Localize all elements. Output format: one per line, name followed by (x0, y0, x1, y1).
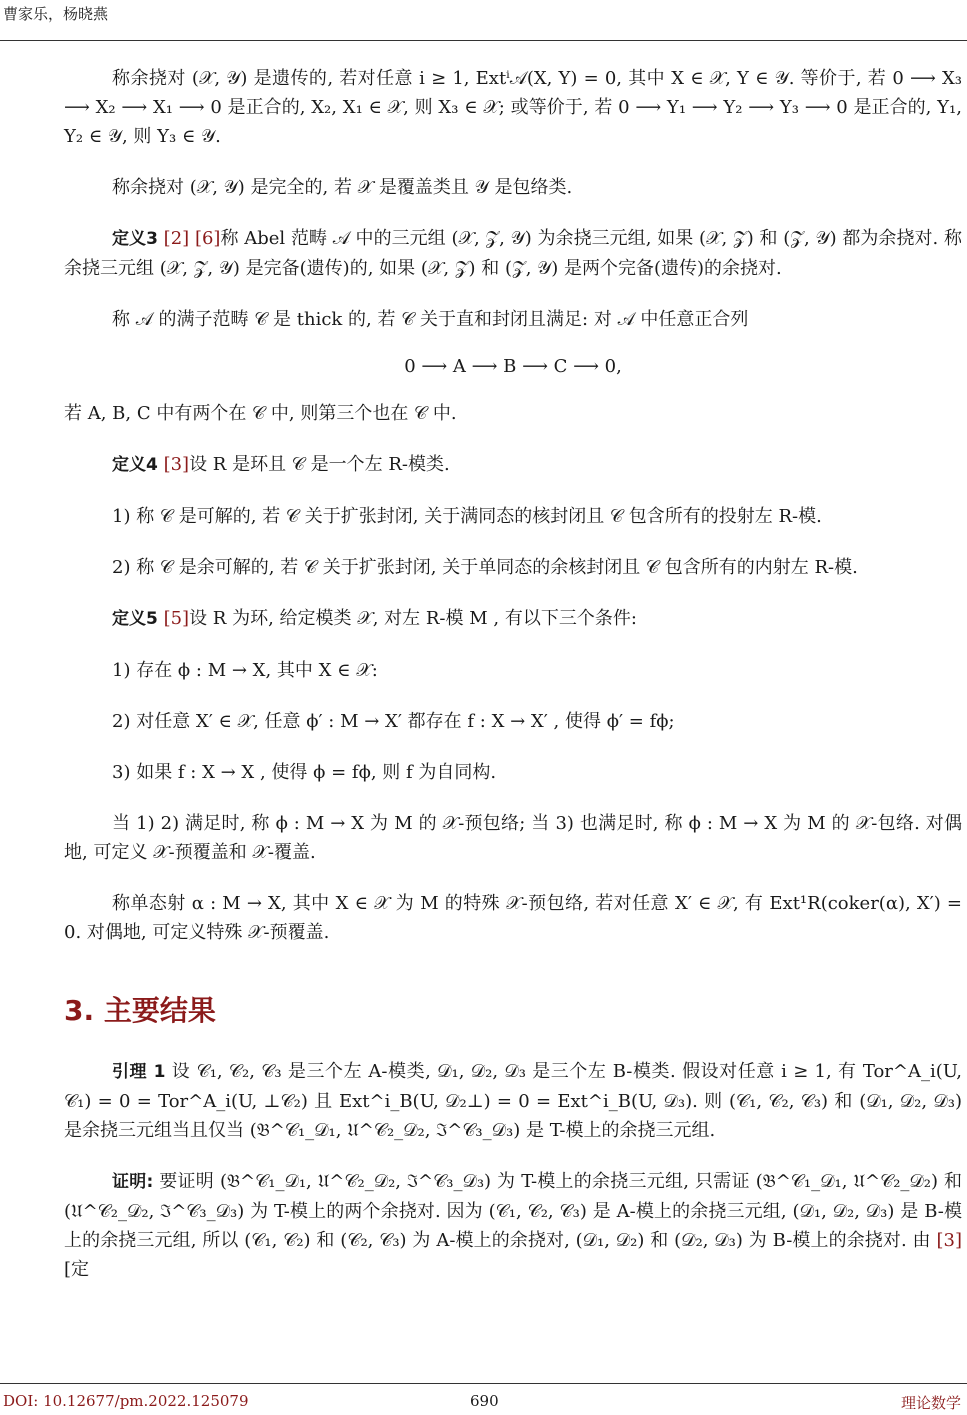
definition-4-item-1: 1) 称 𝒞 是可解的, 若 𝒞 关于扩张封闭, 关于满同态的核封闭且 𝒞 包含所有的投射左 R-模. (112, 506, 822, 527)
definition-5-item-2: 2) 对任意 X′ ∈ 𝒳, 任意 ϕ′ : M → X′ 都存在 f : X → X′ , 使得 ϕ′ = fϕ; (112, 711, 675, 732)
citation-link[interactable]: [3] (163, 454, 190, 475)
proof-text: 要证明 (𝔅^𝒞₁_𝒟₁, 𝔘^𝒞₂_𝒟₂, ℑ^𝒞₃_𝒟₃) 为 T-模上的余挠三元组, 只需证 (𝔅^𝒞₁_𝒟₁, 𝔘^𝒞₂_𝒟₂) 和 (𝔘^𝒞₂_𝒟₂, ℑ^𝒞₃_𝒟₃) 为 T-模上的两个余挠对. 因为 (𝒞₁, 𝒞₂, 𝒞₃) 是 A-模上的余挠三元组, (𝒟₁, 𝒟₂, 𝒟₃) 是 B-模上的余挠三元组, 所以 (𝒞₁, 𝒞₂) 和 (𝒞₂, 𝒞₃) 为 A-模上的余挠对, (𝒟₁, 𝒟₂) 和 (𝒟₂, 𝒟₃) 为 B-模上的余挠对. 由 (64, 1171, 962, 1251)
page-body (64, 64, 962, 1284)
lemma-text: 设 𝒞₁, 𝒞₂, 𝒞₃ 是三个左 A-模类, 𝒟₁, 𝒟₂, 𝒟₃ 是三个左 B-模类. 假设对任意 i ≥ 1, 有 Tor^A_i(U, 𝒞₁) = 0 = Tor^A_i(U, ⊥𝒞₂) 且 Ext^i_B(U, 𝒟₂⊥) = 0 = Ext^i_B(U, 𝒟₃). 则 (𝒞₁, 𝒞₂, 𝒞₃) 和 (𝒟₁, 𝒟₂, 𝒟₃) 是余挠三元组当且仅当 (𝔅^𝒞₁_𝒟₁, 𝔘^𝒞₂_𝒟₂, ℑ^𝒞₃_𝒟₃) 是 T-模上的余挠三元组. (64, 1061, 963, 1141)
definition-4 (64, 450, 962, 480)
paragraph-envelope: 当 1) 2) 满足时, 称 ϕ : M → X 为 M 的 𝒳-预包络; 当 3) 也满足时, 称 ϕ : M → X 为 M 的 𝒳-包络. 对偶地, 可定义 𝒳-预覆盖和 𝒳-覆盖. (64, 813, 962, 863)
definition-3 (64, 224, 962, 283)
definition-5-text: 设 R 为环, 给定模类 𝒳, 对左 R-模 M , 有以下三个条件: (189, 608, 637, 629)
definition-5-label: 定义5 (112, 609, 158, 629)
definition-4-text: 设 R 是环且 𝒞 是一个左 R-模类. (189, 454, 450, 475)
definition-3-text: 称 Abel 范畴 𝒜 中的三元组 (𝒳, 𝒵, 𝒴) 为余挠三元组, 如果 (𝒳, 𝒵) 和 (𝒵, 𝒴) 都为余挠对. 称余挠三元组 (𝒳, 𝒵, 𝒴) 是完备(遗传)的, 如果 (𝒳, 𝒵) 和 (𝒵, 𝒴) 是两个完备(遗传)的余挠对. (64, 228, 962, 279)
citation-link[interactable]: [5] (163, 608, 190, 629)
definition-4-item-2: 2) 称 𝒞 是余可解的, 若 𝒞 关于扩张封闭, 关于单同态的余核封闭且 𝒞 包含所有的内射左 R-模. (112, 557, 858, 578)
paragraph-thick: 称 𝒜 的满子范畴 𝒞 是 thick 的, 若 𝒞 关于直和封闭且满足: 对 𝒜 中任意正合列 (112, 309, 749, 330)
citation-link[interactable]: [6] (194, 228, 221, 249)
proof-label: 证明: (112, 1172, 154, 1192)
section-title: 3. 主要结果 (64, 994, 216, 1027)
paragraph-complete: 称余挠对 (𝒳, 𝒴) 是完全的, 若 𝒳 是覆盖类且 𝒴 是包络类. (112, 177, 573, 198)
proof (64, 1167, 962, 1284)
definition-5-item-3: 3) 如果 f : X → X , 使得 ϕ = fϕ, 则 f 为自同构. (112, 762, 497, 783)
page-footer (0, 1383, 967, 1415)
lemma-label: 引理 1 (112, 1062, 166, 1082)
page-number: 690 (470, 1392, 499, 1410)
definition-5-item-1: 1) 存在 ϕ : M → X, 其中 X ∈ 𝒳: (112, 660, 378, 681)
journal-name: 理论数学 (900, 1394, 961, 1412)
definition-4-label: 定义4 (112, 455, 158, 475)
exact-sequence: 0 ⟶ A ⟶ B ⟶ C ⟶ 0, (404, 356, 622, 377)
doi-link[interactable]: DOI: 10.12677/pm.2022.125079 (3, 1392, 249, 1410)
paragraph-special-preenvelope: 称单态射 α : M → X, 其中 X ∈ 𝒳 为 M 的特殊 𝒳-预包络, 若对任意 X′ ∈ 𝒳, 有 Ext¹R(coker(α), X′) = 0. 对偶地, 可定义特殊 𝒳-预覆盖. (64, 893, 962, 943)
proof-text-cont: [定 (64, 1259, 90, 1280)
paragraph-hereditary: 称余挠对 (𝒳, 𝒴) 是遗传的, 若对任意 i ≥ 1, Extⁱ𝒜(X, Y) = 0, 其中 X ∈ 𝒳, Y ∈ 𝒴. 等价于, 若 0 ⟶ X₃ ⟶ X₂ ⟶ X₁ ⟶ 0 是正合的, X₂, X₁ ∈ 𝒳, 则 X₃ ∈ 𝒳; 或等价于, 若 0 ⟶ Y₁ ⟶ Y₂ ⟶ Y₃ ⟶ 0 是正合的, Y₁, Y₂ ∈ 𝒴, 则 Y₃ ∈ 𝒴. (64, 68, 962, 147)
definition-5 (64, 604, 962, 634)
citation-link[interactable]: [3] (936, 1230, 962, 1251)
citation-link[interactable]: [2] (163, 228, 190, 249)
header-authors: 曹家乐，杨晓燕 (3, 5, 109, 23)
definition-3-label: 定义3 (112, 229, 158, 249)
lemma-1 (64, 1057, 962, 1145)
running-header (0, 0, 967, 41)
paragraph-thick-cont: 若 A, B, C 中有两个在 𝒞 中, 则第三个也在 𝒞 中. (64, 403, 457, 424)
